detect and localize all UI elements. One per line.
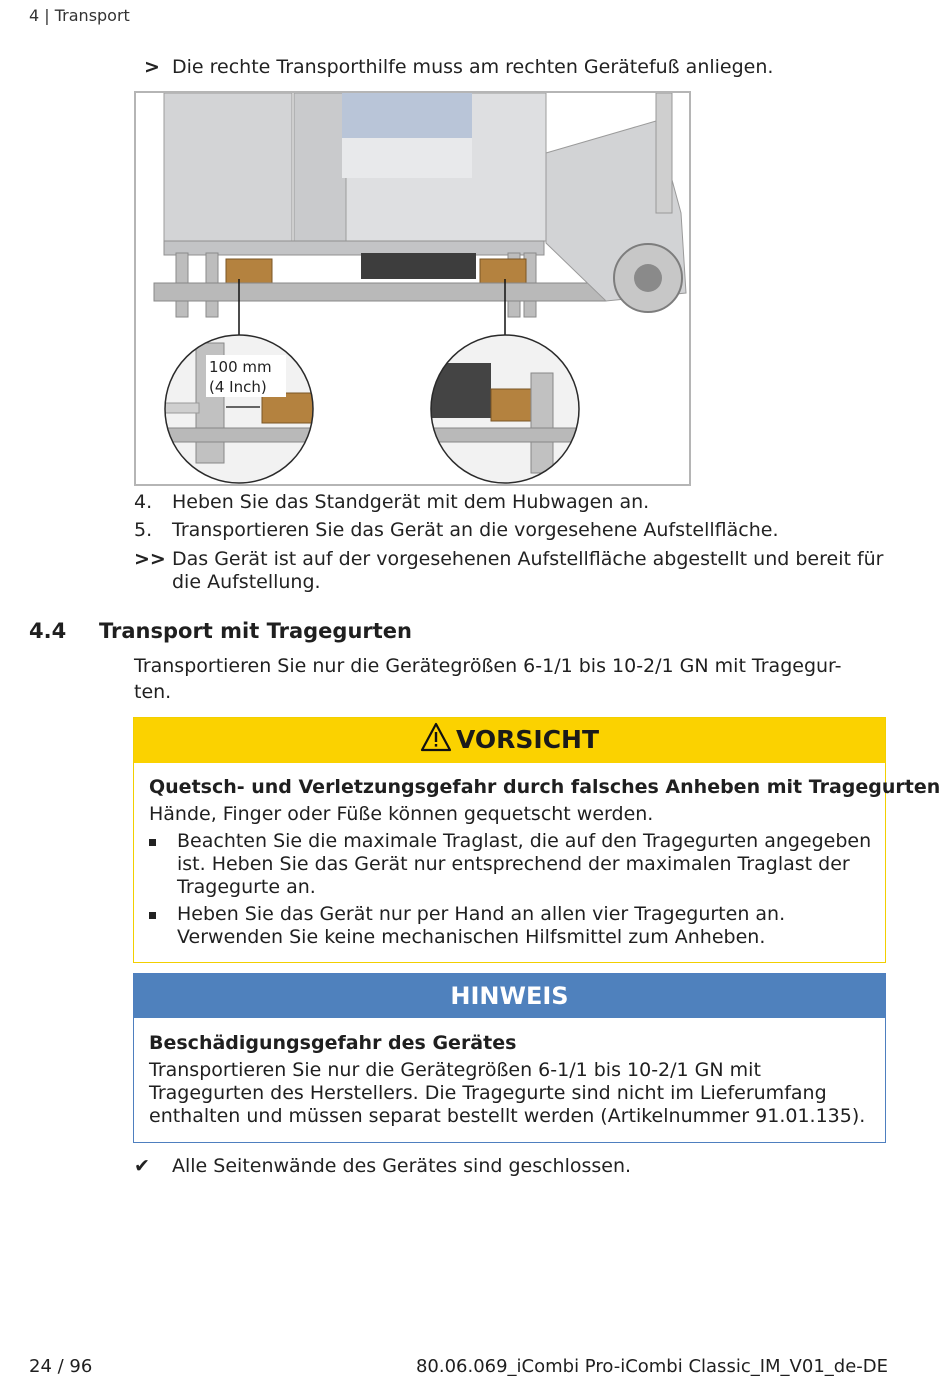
document-id: 80.06.069_iCombi Pro-iCombi Classic_IM_V01_de-DE bbox=[415, 1356, 888, 1377]
section-intro bbox=[134, 653, 889, 705]
step-text: Transportieren Sie das Gerät an die vorgesehene Aufstellfläche. bbox=[172, 519, 779, 541]
final-result bbox=[134, 548, 894, 596]
section-intro-line1: Transportieren Sie nur die Gerätegrößen 6-1/1 bis 10-2/1 GN mit Tragegur- bbox=[134, 655, 842, 677]
caution-bullet2-line1: Heben Sie das Gerät nur per Hand an allen vier Tragegurten an. bbox=[177, 903, 786, 925]
notice-line1: Transportieren Sie nur die Gerätegrößen 6-1/1 bis 10-2/1 GN mit bbox=[149, 1059, 761, 1081]
caution-box bbox=[133, 717, 941, 963]
final-result-line2: die Aufstellung. bbox=[172, 571, 321, 593]
step-4 bbox=[134, 491, 894, 515]
caution-title: Quetsch- und Verletzungsgefahr durch falsches Anheben mit Tragegurten bbox=[149, 776, 941, 798]
section-intro-line2: ten. bbox=[134, 681, 172, 703]
warning-triangle-icon bbox=[420, 722, 452, 752]
caution-bullet1-line2: ist. Heben Sie das Gerät nur entsprechend der maximalen Traglast der bbox=[177, 853, 850, 875]
bullet-icon bbox=[149, 912, 156, 919]
pallet-truck-illustration bbox=[136, 93, 689, 484]
notice-line3: enthalten und müssen separat bestellt werden (Artikelnummer 91.01.135). bbox=[149, 1105, 866, 1127]
caution-subtitle: Hände, Finger oder Füße können gequetscht werden. bbox=[149, 803, 654, 825]
pallet-truck-figure bbox=[134, 91, 691, 486]
precondition-text: Alle Seitenwände des Gerätes sind geschlossen. bbox=[172, 1155, 632, 1177]
caution-bullet1-line1: Beachten Sie die maximale Traglast, die auf den Tragegurten angegeben bbox=[177, 830, 872, 852]
step-number: 4. bbox=[134, 491, 153, 513]
intro-result bbox=[134, 56, 894, 80]
checkmark-icon: ✔ bbox=[134, 1155, 150, 1177]
intro-result-text: Die rechte Transporthilfe muss am rechten Gerätefuß anliegen. bbox=[172, 56, 774, 78]
result-marker: >> bbox=[134, 548, 166, 570]
page-number: 24 / 96 bbox=[29, 1356, 93, 1377]
notice-box bbox=[133, 973, 886, 1143]
caution-header bbox=[134, 718, 885, 763]
notice-title: Beschädigungsgefahr des Gerätes bbox=[149, 1032, 517, 1054]
distance-label-mm: 100 mm bbox=[209, 358, 272, 376]
caution-heading: VORSICHT bbox=[455, 725, 600, 754]
caution-bullet1-line3: Tragegurte an. bbox=[177, 876, 316, 898]
step-number: 5. bbox=[134, 519, 153, 541]
section-number: 4.4 bbox=[29, 619, 67, 643]
notice-heading: HINWEIS bbox=[134, 974, 885, 1018]
step-5 bbox=[134, 519, 894, 543]
precondition bbox=[134, 1155, 894, 1179]
step-text: Heben Sie das Standgerät mit dem Hubwagen an. bbox=[172, 491, 650, 513]
section-title: Transport mit Tragegurten bbox=[99, 619, 412, 643]
result-marker: > bbox=[144, 56, 160, 78]
notice-line2: Tragegurten des Herstellers. Die Tragegurte sind nicht im Lieferumfang bbox=[149, 1082, 827, 1104]
running-header: 4 | Transport bbox=[29, 6, 130, 25]
caution-bullet2-line2: Verwenden Sie keine mechanischen Hilfsmittel zum Anheben. bbox=[177, 926, 766, 948]
final-result-line1: Das Gerät ist auf der vorgesehenen Aufstellfläche abgestellt und bereit für bbox=[172, 548, 884, 570]
distance-label-inch: (4 Inch) bbox=[209, 378, 267, 396]
bullet-icon bbox=[149, 839, 156, 846]
